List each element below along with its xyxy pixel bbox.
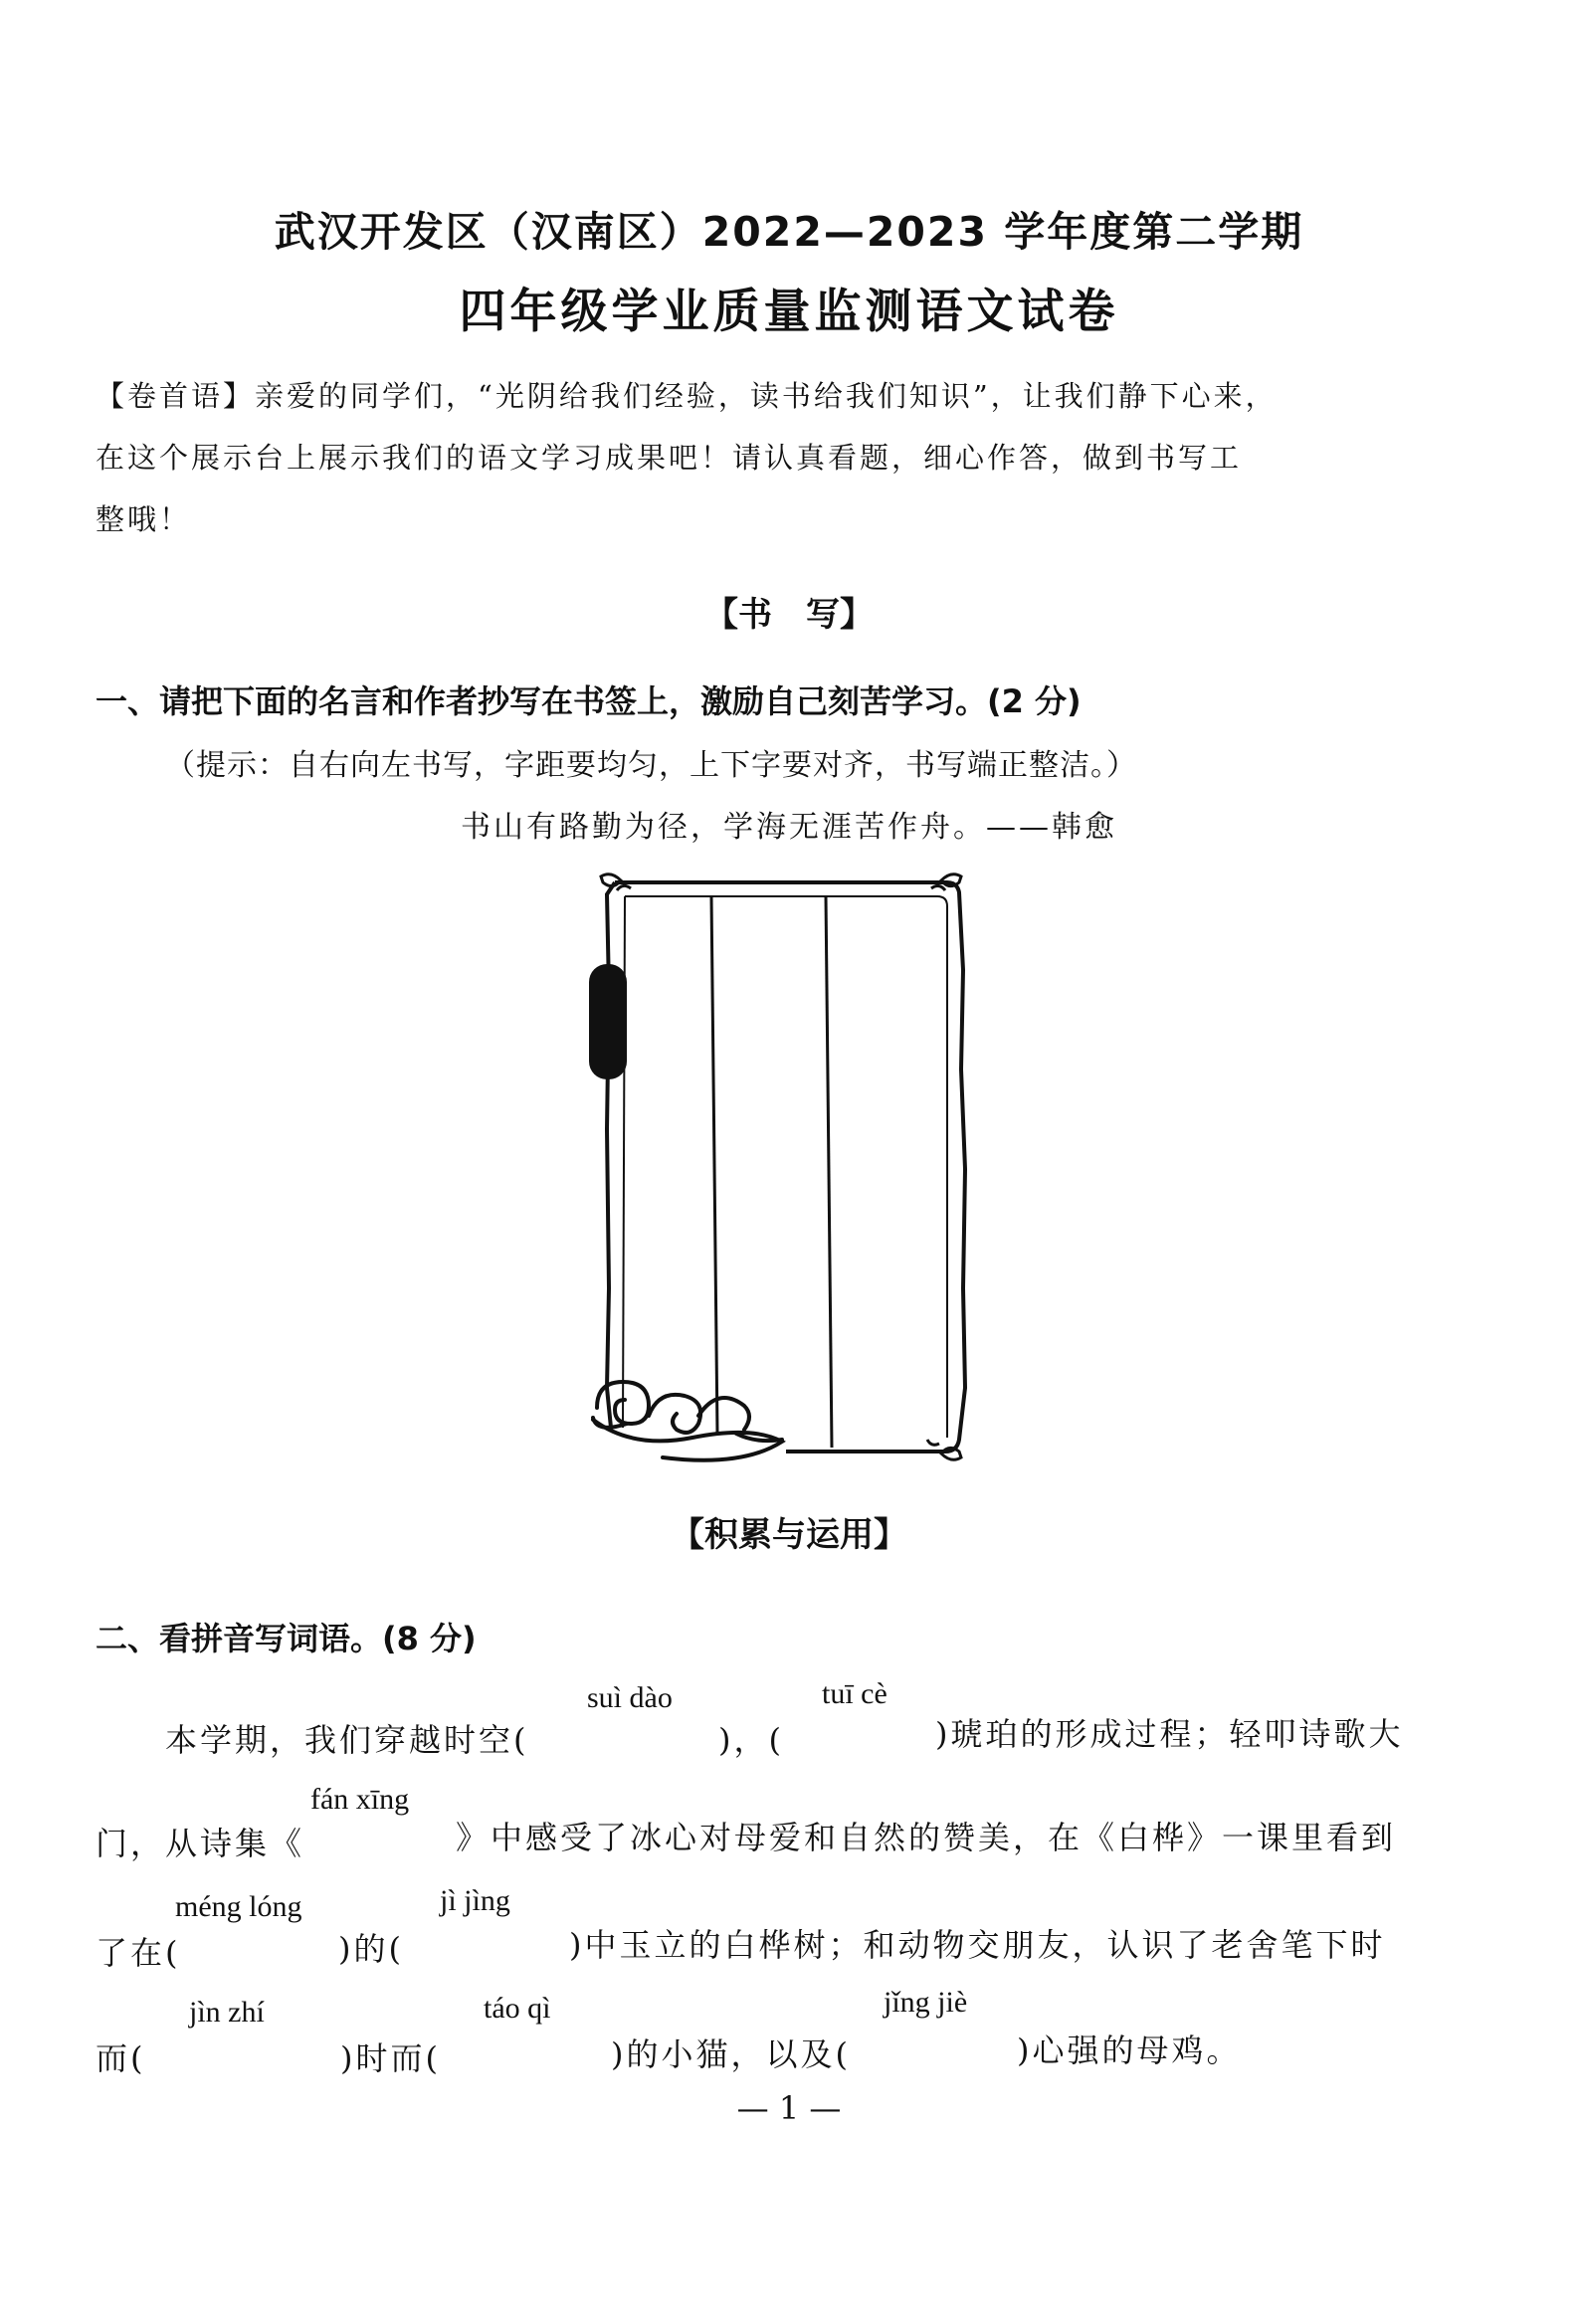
pinyin-jing-jie: jǐng jiè xyxy=(884,1986,968,2019)
writing-column-line-1 xyxy=(711,896,717,1434)
pinyin-fan-xing: fán xīng xyxy=(310,1783,410,1816)
question-1-hint: （提示：自右向左书写，字距要均匀，上下字要对齐，书写端正整洁。） xyxy=(165,748,1137,783)
pinyin-tui-ce: tuī cè xyxy=(822,1677,888,1710)
section-heading-writing: 【书 写】 xyxy=(704,595,874,635)
section-heading-accumulation: 【积累与运用】 xyxy=(671,1515,907,1555)
seal-stamp xyxy=(589,964,627,1079)
question-2-prompt: 二、看拼音写词语。(8 分) xyxy=(96,1620,477,1657)
pinyin-jin-zhi: jìn zhí xyxy=(189,1996,265,2029)
writing-column-line-2 xyxy=(826,896,832,1448)
q2-line3-a: 了在( xyxy=(96,1934,181,1972)
question-1-prompt: 一、请把下面的名言和作者抄写在书签上，激励自己刻苦学习。(2 分) xyxy=(96,682,1082,720)
intro-line-1: 【卷首语】亲爱的同学们，“光阴给我们经验，读书给我们知识”，让我们静下心来， xyxy=(96,379,1278,413)
q2-line1-b: )，( xyxy=(718,1721,784,1759)
q2-line4-c: )的小猫，以及( xyxy=(611,2035,851,2073)
pinyin-tao-qi: táo qì xyxy=(484,1992,551,2025)
exam-title-line2: 四年级学业质量监测语文试卷 xyxy=(459,285,1119,339)
q2-line2-b: 》中感受了冰心对母爱和自然的赞美，在《白桦》一课里看到 xyxy=(456,1819,1397,1856)
bookmark-illustration xyxy=(587,871,985,1467)
intro-line-3: 整哦！ xyxy=(96,502,192,536)
pinyin-ji-jing: jì jìng xyxy=(440,1884,510,1917)
q2-line1-c: )琥珀的形成过程；轻叩诗歌大 xyxy=(935,1715,1404,1753)
q2-line3-c: )中玉立的白桦树；和动物交朋友，认识了老舍笔下时 xyxy=(569,1926,1386,1964)
page-number: — 1 — xyxy=(736,2089,842,2127)
q2-line4-a: 而( xyxy=(96,2039,146,2077)
q2-line4-b: )时而( xyxy=(340,2039,441,2077)
cloud-ornament xyxy=(593,1382,782,1460)
q2-line4-d: )心强的母鸡。 xyxy=(1017,2032,1242,2069)
pinyin-sui-dao: suì dào xyxy=(587,1681,673,1714)
q2-line3-b: )的( xyxy=(338,1930,404,1968)
pinyin-meng-long: méng lóng xyxy=(175,1890,302,1923)
intro-line-2: 在这个展示台上展示我们的语文学习成果吧！请认真看题，细心作答，做到书写工 xyxy=(96,441,1243,475)
q2-line2-a: 门，从诗集《 xyxy=(96,1825,305,1862)
exam-title-line1: 武汉开发区（汉南区）2022—2023 学年度第二学期 xyxy=(274,208,1304,256)
quote-text: 书山有路勤为径，学海无涯苦作舟。——韩愈 xyxy=(461,810,1117,845)
q2-line1-a: 本学期，我们穿越时空( xyxy=(165,1721,529,1759)
